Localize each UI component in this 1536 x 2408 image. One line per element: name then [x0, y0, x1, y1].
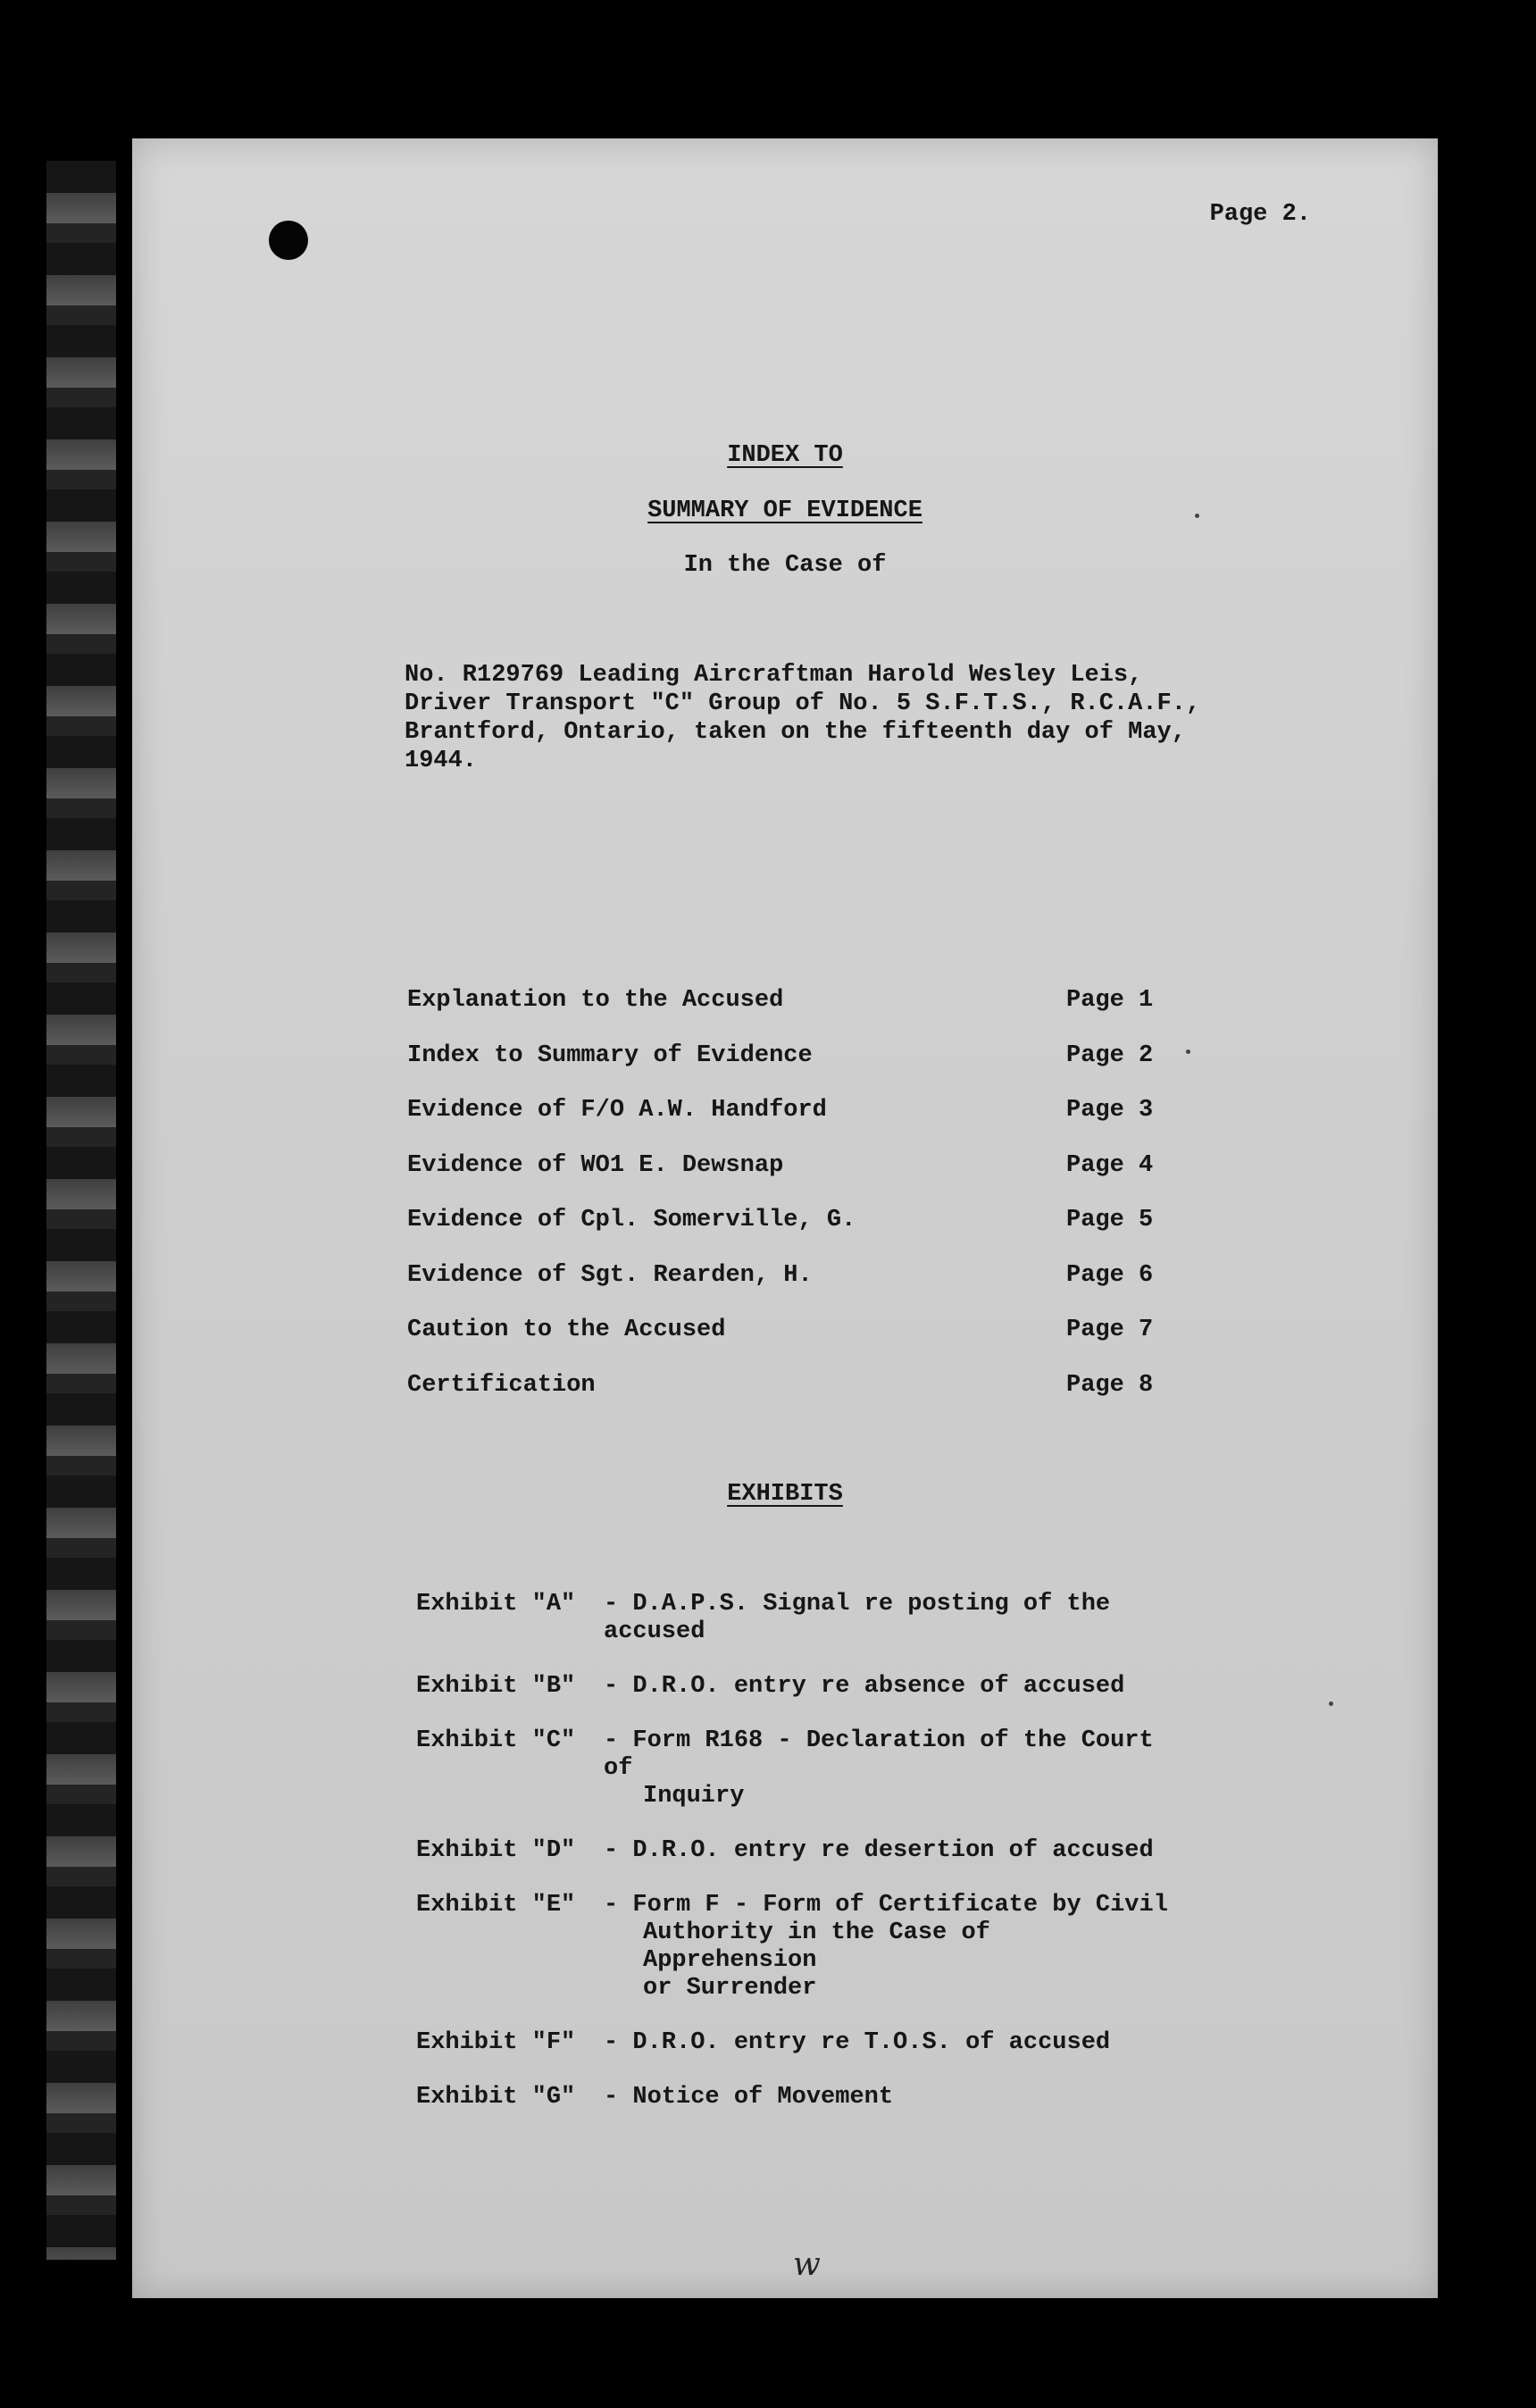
index-entry — [407, 1262, 1300, 1317]
exhibit-description — [604, 1591, 1175, 1646]
film-edge-strip — [46, 161, 116, 2260]
exhibit-description — [604, 1727, 1175, 1810]
exhibit-dash: - — [604, 2084, 633, 2111]
exhibit-entry — [416, 1727, 1488, 1810]
page-number: Page 2. — [1209, 201, 1311, 228]
speck — [1329, 1701, 1333, 1706]
index-entry — [407, 1317, 1300, 1372]
index-list — [407, 987, 1300, 1426]
exhibit-description — [604, 1673, 1175, 1701]
exhibit-dash: - — [604, 1673, 633, 1700]
exhibit-description — [604, 1837, 1175, 1865]
index-entry-title: Evidence of WO1 E. Dewsnap — [407, 1151, 784, 1179]
index-entry — [407, 1207, 1300, 1262]
exhibit-entry — [416, 2029, 1488, 2057]
index-entry-page: Page 4 — [1066, 1151, 1154, 1179]
title-summary-of-evidence — [132, 497, 1438, 524]
exhibit-description-line: Form F - Form of Certificate by Civil — [632, 1892, 1168, 1919]
index-entry-page: Page 2 — [1066, 1041, 1154, 1069]
index-entry-title: Caution to the Accused — [407, 1317, 726, 1343]
exhibit-entry — [416, 1892, 1488, 2002]
case-description: No. R129769 Leading Aircraftman Harold Wesley Leis, Driver Transport "C" Group of No. 5 S.F.T.S., R.C.A.F., Brantford, Ontario, taken on the fifteenth day of May, 1944. — [405, 662, 1201, 774]
exhibit-entry — [416, 1673, 1488, 1701]
exhibit-label: Exhibit "C" — [416, 1727, 576, 1754]
exhibit-entry — [416, 1591, 1488, 1646]
exhibit-description — [604, 2029, 1175, 2057]
exhibit-dash: - — [604, 1837, 633, 1864]
exhibit-label: Exhibit "G" — [416, 2084, 576, 2111]
index-entry-page: Page 6 — [1066, 1261, 1154, 1289]
index-entry-title: Explanation to the Accused — [407, 987, 784, 1014]
index-entry-title: Index to Summary of Evidence — [407, 1041, 813, 1069]
exhibit-dash: - — [604, 1591, 633, 1618]
exhibit-description-line: D.R.O. entry re absence of accused — [632, 1673, 1125, 1700]
exhibit-label: Exhibit "D" — [416, 1837, 576, 1864]
exhibit-description — [604, 2084, 1175, 2111]
index-entry-title: Evidence of F/O A.W. Handford — [407, 1097, 827, 1124]
exhibit-description-continuation: Inquiry — [643, 1783, 745, 1810]
exhibit-label: Exhibit "E" — [416, 1892, 576, 1919]
exhibit-label: Exhibit "F" — [416, 2029, 576, 2056]
exhibit-description-line: Form R168 - Declaration of the Court of — [604, 1727, 1154, 1782]
title-index-to — [132, 442, 1438, 469]
index-entry-title: Evidence of Cpl. Somerville, G. — [407, 1207, 856, 1233]
exhibit-description-line: D.A.P.S. Signal re posting of the accused — [604, 1591, 1111, 1645]
exhibit-entry — [416, 1837, 1488, 1865]
exhibit-dash: - — [604, 2029, 633, 2056]
index-entry — [407, 1042, 1300, 1098]
index-entry-page: Page 7 — [1066, 1317, 1154, 1343]
exhibit-label: Exhibit "A" — [416, 1591, 576, 1618]
exhibit-description-line: D.R.O. entry re desertion of accused — [632, 1837, 1154, 1864]
title-summary-of-evidence-text: SUMMARY OF EVIDENCE — [647, 497, 922, 524]
exhibit-dash: - — [604, 1727, 633, 1754]
title-in-the-case-of: In the Case of — [683, 552, 887, 579]
exhibit-entry — [416, 2084, 1488, 2111]
exhibit-description — [604, 1892, 1175, 2002]
index-entry — [407, 1152, 1300, 1208]
index-entry — [407, 1372, 1300, 1427]
document-page — [132, 138, 1438, 2298]
index-entry — [407, 1097, 1300, 1152]
index-entry-page: Page 8 — [1066, 1371, 1154, 1399]
exhibit-description-continuation: Authority in the Case of Apprehension or Surrender — [643, 1919, 990, 2002]
exhibit-description-line: D.R.O. entry re T.O.S. of accused — [632, 2029, 1111, 2056]
speck — [1186, 1049, 1190, 1054]
exhibit-list — [416, 1591, 1488, 2138]
index-entry-title: Certification — [407, 1371, 596, 1399]
index-entry-page: Page 5 — [1066, 1207, 1154, 1233]
index-entry-page: Page 3 — [1066, 1097, 1154, 1124]
index-entry-title: Evidence of Sgt. Rearden, H. — [407, 1261, 813, 1289]
index-entry-page: Page 1 — [1066, 987, 1154, 1014]
handwritten-mark: w — [793, 2246, 821, 2283]
punch-hole — [269, 221, 308, 260]
speck — [1195, 514, 1199, 518]
exhibit-label: Exhibit "B" — [416, 1673, 576, 1700]
exhibit-dash: - — [604, 1892, 633, 1919]
exhibits-heading-text: EXHIBITS — [727, 1481, 843, 1508]
index-entry — [407, 987, 1300, 1042]
title-index-to-text: INDEX TO — [727, 442, 843, 469]
exhibits-heading — [132, 1481, 1438, 1508]
exhibit-description-line: Notice of Movement — [632, 2084, 894, 2111]
